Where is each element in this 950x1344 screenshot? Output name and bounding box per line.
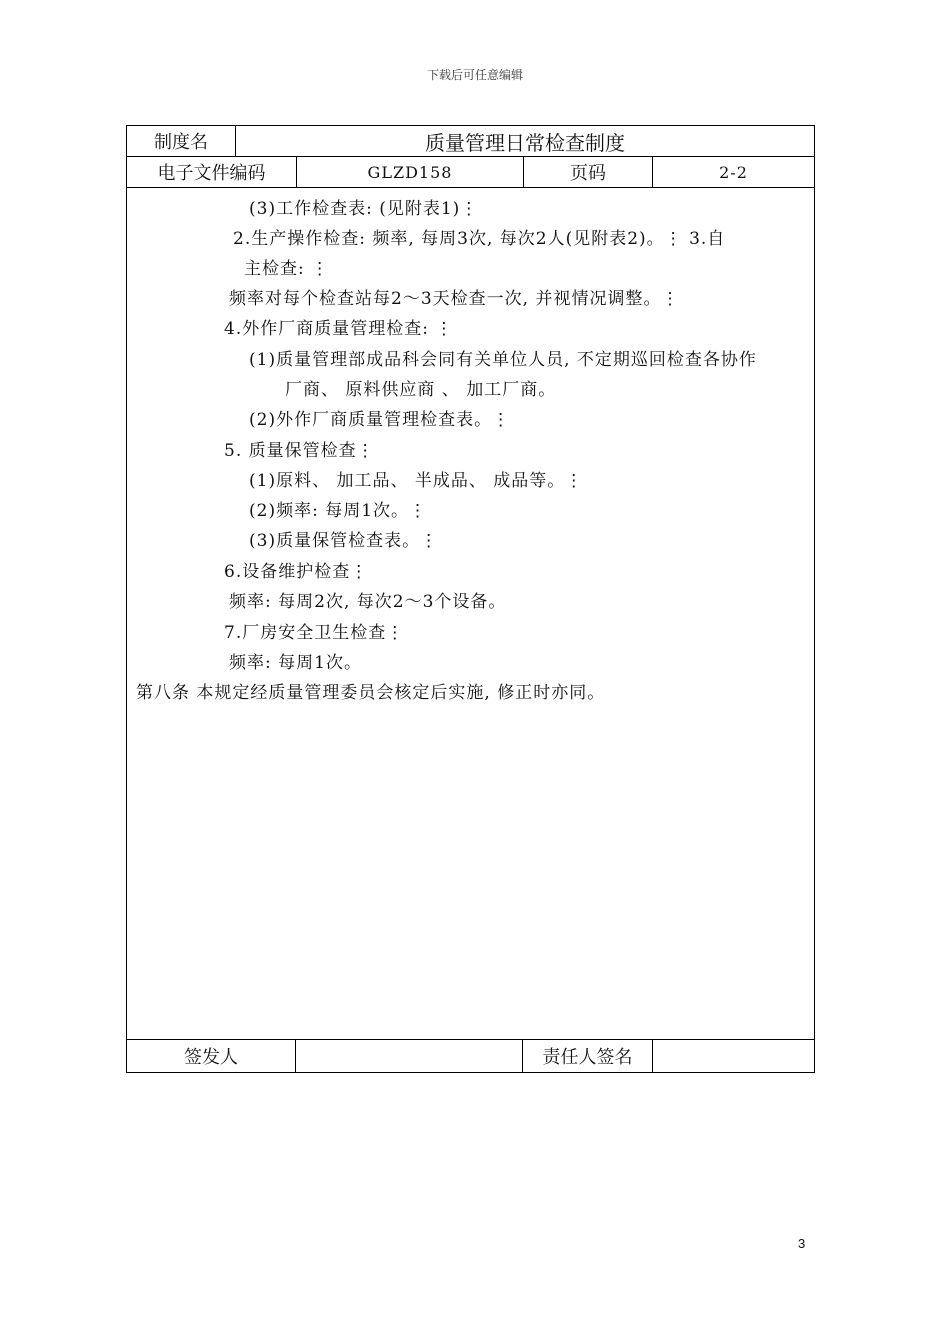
page-number: 3 <box>798 1236 806 1251</box>
regulation-body <box>127 188 814 1042</box>
file-code-label: 电子文件编码 <box>127 157 297 187</box>
file-code-value: GLZD158 <box>297 157 524 187</box>
page-value: 2-2 <box>719 162 748 182</box>
regulation-title: 质量管理日常检查制度 <box>425 130 625 155</box>
header-note: 下载后可任意编辑 <box>426 68 523 82</box>
body-line: (1)质量管理部成品科会同有关单位人员, 不定期巡回检查各协作 <box>249 350 757 370</box>
body-line: 6.设备维护检查⋮ <box>224 562 369 582</box>
body-line: (2)外作厂商质量管理检查表。⋮ <box>249 410 511 430</box>
body-line: 7.厂房安全卫生检查⋮ <box>224 623 405 643</box>
body-line: 厂商、 原料供应商 、 加工厂商。 <box>285 380 557 400</box>
body-line: 4.外作厂商质量管理检查: ⋮ <box>224 319 454 339</box>
body-line: (3)工作检查表: (见附表1)⋮ <box>249 199 479 219</box>
regulation-form <box>126 125 815 1073</box>
body-line: 频率: 每周1次。 <box>229 653 362 673</box>
body-line: 频率对每个检查站每2～3天检查一次, 并视情况调整。⋮ <box>229 289 680 309</box>
responsible-signature-label: 责任人签名 <box>523 1040 653 1072</box>
responsible-signature-field[interactable] <box>653 1040 814 1072</box>
signer-field[interactable] <box>296 1040 523 1072</box>
body-line: (3)质量保管检查表。⋮ <box>249 531 439 551</box>
body-line: 主检查: ⋮ <box>244 259 330 279</box>
signature-row <box>127 1039 814 1072</box>
body-line: (2)频率: 每周1次。⋮ <box>249 501 428 521</box>
body-line: (1)原料、 加工品、 半成品、 成品等。⋮ <box>249 471 584 491</box>
body-line: 第八条 本规定经质量管理委员会核定后实施, 修正时亦同。 <box>136 683 606 703</box>
page-label: 页码 <box>524 157 653 187</box>
signer-label: 签发人 <box>127 1040 296 1072</box>
body-line: 5. 质量保管检查⋮ <box>224 441 375 461</box>
body-line: 2.生产操作检查: 频率, 每周3次, 每次2人(见附表2)。⋮ 3.自 <box>233 229 726 249</box>
regulation-name-label: 制度名 <box>127 126 236 156</box>
title-row <box>127 126 814 157</box>
code-row <box>127 157 814 188</box>
body-line: 频率: 每周2次, 每次2～3个设备。 <box>229 592 507 612</box>
